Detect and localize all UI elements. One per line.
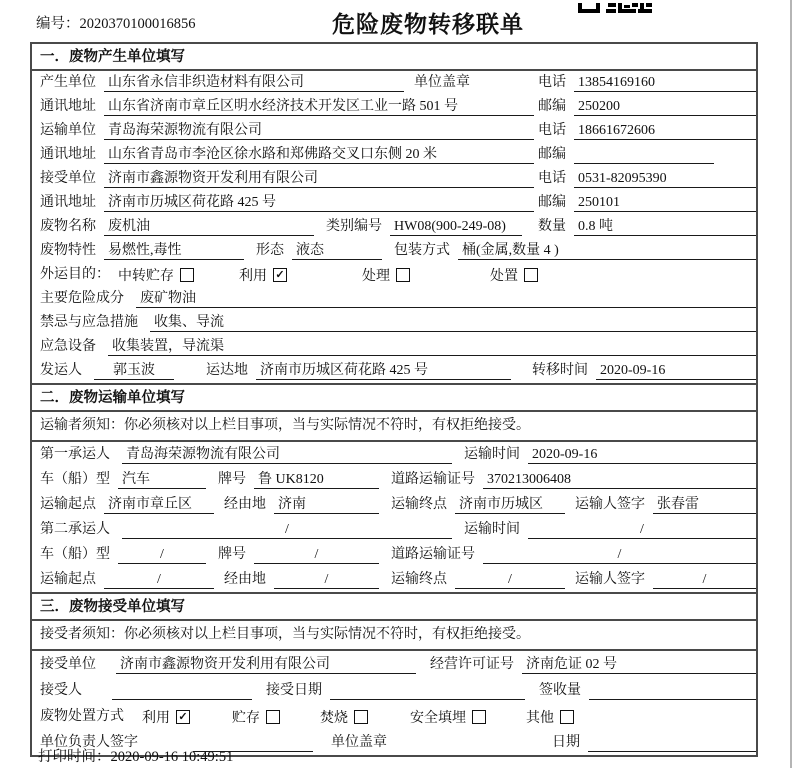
checkbox-icon <box>180 268 194 282</box>
physical-form-label: 形态 <box>256 243 284 258</box>
row-vehicle1 <box>32 467 756 492</box>
disposal-method-label: 废物处置方式 <box>40 709 124 724</box>
receive-date-value <box>330 681 525 700</box>
disposal-option-incineration <box>320 707 368 726</box>
first-carrier-value: 青岛海荣源物流有限公司 <box>122 445 452 464</box>
purpose-option-reuse <box>239 265 287 284</box>
producer-postcode-label: 邮编 <box>538 99 566 114</box>
transporter-phone-label: 电话 <box>538 123 566 138</box>
receiver-notice: 接受者须知：你必须核对以上栏目事项，当与实际情况不符时，有权拒绝接受。 <box>32 621 756 651</box>
disposal-option-label: 其他 <box>526 710 554 726</box>
row-emergency-equipment <box>32 335 756 359</box>
quantity-label: 数量 <box>538 219 566 234</box>
unit-seal-label: 单位盖章 <box>414 75 470 90</box>
category-code-value: HW08(900-249-08) <box>390 217 522 236</box>
second-carrier-label: 第二承运人 <box>40 522 110 537</box>
packaging-label: 包装方式 <box>394 243 450 258</box>
transfer-date-value: 2020-09-16 <box>596 361 756 380</box>
vehicle-type1-label: 车（船）型 <box>40 472 110 487</box>
via2-value: / <box>274 570 379 589</box>
plate-number1-value: 鲁 UK8120 <box>254 470 379 489</box>
disposal-option-label: 贮存 <box>232 710 260 726</box>
row-second-carrier <box>32 517 756 542</box>
print-time-value: 2020-09-16 10:49:51 <box>110 749 234 765</box>
date3-label: 日期 <box>552 735 580 750</box>
row-transfer-purpose <box>32 263 756 287</box>
transport-time1-value: 2020-09-16 <box>528 445 756 464</box>
checkbox-icon <box>396 268 410 282</box>
date3-value <box>588 733 756 752</box>
row-receiver-person <box>32 677 756 703</box>
row-main-hazard <box>32 287 756 311</box>
checkbox-checked-icon: ✓ <box>176 710 190 724</box>
doc-number <box>36 12 196 33</box>
transport-time2-label: 运输时间 <box>464 522 520 537</box>
section1-title: 一．废物产生单位填写 <box>32 44 756 71</box>
row-route1 <box>32 492 756 517</box>
transporter-postcode-label: 邮编 <box>538 147 566 162</box>
producer-address-value: 山东省济南市章丘区明水经济技术开发区工业一路 501 号 <box>104 97 534 116</box>
vehicle-type2-value: / <box>118 545 206 564</box>
section2-title: 二．废物运输单位填写 <box>32 383 756 412</box>
origin1-label: 运输起点 <box>40 497 96 512</box>
purpose-option-treatment <box>362 265 410 284</box>
producer-phone-value: 13854169160 <box>574 73 756 92</box>
row-transporter-unit <box>32 119 756 143</box>
qr-code-fragment-icon <box>578 0 652 10</box>
producer-phone-label: 电话 <box>538 75 566 90</box>
disposal-option-landfill <box>410 707 486 726</box>
vehicle-type1-value: 汽车 <box>118 470 206 489</box>
disposal-option-reuse <box>142 707 190 726</box>
checkbox-icon <box>524 268 538 282</box>
via2-label: 经由地 <box>224 572 266 587</box>
receive-date-label: 接受日期 <box>266 683 322 698</box>
unit-seal3-label: 单位盖章 <box>331 735 387 750</box>
checkbox-icon <box>472 710 486 724</box>
producer-address-label: 通讯地址 <box>40 99 96 114</box>
receive-unit-value: 济南市鑫源物资开发利用有限公司 <box>116 655 416 674</box>
disposal-option-other <box>526 707 574 726</box>
purpose-option-label: 处理 <box>362 268 390 284</box>
second-carrier-value: / <box>122 520 452 539</box>
producer-postcode-value: 250200 <box>574 97 756 116</box>
endpoint1-label: 运输终点 <box>391 497 447 512</box>
endpoint2-value: / <box>455 570 565 589</box>
vehicle-type2-label: 车（船）型 <box>40 547 110 562</box>
receiver-person-value <box>112 681 252 700</box>
row-receiver-unit <box>32 167 756 191</box>
purpose-option-label: 中转贮存 <box>118 268 174 284</box>
row-producer-unit <box>32 71 756 95</box>
transport-time2-value: / <box>528 520 756 539</box>
row-transporter-address <box>32 143 756 167</box>
doc-number-value: 2020370100016856 <box>79 16 196 32</box>
carrier-sign2-value: / <box>653 570 756 589</box>
contraindication-label: 禁忌与应急措施 <box>40 315 138 330</box>
license-number-label: 经营许可证号 <box>430 657 514 672</box>
license-number-value: 济南危证 02 号 <box>522 655 756 674</box>
emergency-equipment-label: 应急设备 <box>40 339 96 354</box>
purpose-option-label: 利用 <box>239 268 267 284</box>
road-permit2-label: 道路运输证号 <box>391 547 475 562</box>
receiver-postcode-value: 250101 <box>574 193 756 212</box>
road-permit2-value: / <box>483 545 756 564</box>
origin1-value: 济南市章丘区 <box>104 495 214 514</box>
receiver-postcode-label: 邮编 <box>538 195 566 210</box>
contraindication-value: 收集、导流 <box>150 313 756 332</box>
plate-number2-label: 牌号 <box>218 547 246 562</box>
transport-time1-label: 运输时间 <box>464 447 520 462</box>
row-route2 <box>32 567 756 592</box>
waste-characteristics-label: 废物特性 <box>40 243 96 258</box>
print-time <box>38 745 233 766</box>
plate-number1-label: 牌号 <box>218 472 246 487</box>
transporter-phone-value: 18661672606 <box>574 121 756 140</box>
physical-form-value: 液态 <box>292 241 382 260</box>
destination-value: 济南市历城区荷花路 425 号 <box>256 361 511 380</box>
doc-number-label: 编号： <box>36 16 80 32</box>
carrier-sign1-value: 张春雷 <box>653 495 756 514</box>
transporter-unit-label: 运输单位 <box>40 123 96 138</box>
row-disposal-method <box>32 703 756 729</box>
waste-name-value: 废机油 <box>104 217 314 236</box>
disposal-option-label: 利用 <box>142 710 170 726</box>
receiver-address-label: 通讯地址 <box>40 195 96 210</box>
section3-title: 三．废物接受单位填写 <box>32 592 756 621</box>
road-permit1-label: 道路运输证号 <box>391 472 475 487</box>
receive-unit-label: 接受单位 <box>40 657 96 672</box>
transporter-unit-value: 青岛海荣源物流有限公司 <box>104 121 534 140</box>
row-receiver-address <box>32 191 756 215</box>
transfer-purpose-label: 外运目的： <box>40 267 110 282</box>
purpose-option-transfer-storage <box>118 265 194 284</box>
page-title: 危险废物转移联单 <box>332 12 524 37</box>
via1-label: 经由地 <box>224 497 266 512</box>
transporter-address-value: 山东省青岛市李沧区徐水路和郑佛路交叉口东侧 20 米 <box>104 145 534 164</box>
receiver-phone-label: 电话 <box>538 171 566 186</box>
row-sender <box>32 359 756 383</box>
disposal-option-label: 焚烧 <box>320 710 348 726</box>
destination-label: 运达地 <box>206 363 248 378</box>
purpose-option-label: 处置 <box>490 268 518 284</box>
packaging-value: 桶(金属,数量 4 ) <box>458 241 756 260</box>
main-hazard-value: 废矿物油 <box>136 289 756 308</box>
receiver-person-label: 接受人 <box>40 683 82 698</box>
first-carrier-label: 第一承运人 <box>40 447 110 462</box>
carrier-sign2-label: 运输人签字 <box>575 572 645 587</box>
row-waste-characteristics <box>32 239 756 263</box>
page-edge-divider <box>790 0 792 768</box>
transporter-notice: 运输者须知：你必须核对以上栏目事项，当与实际情况不符时，有权拒绝接受。 <box>32 412 756 442</box>
quantity-value: 0.8 吨 <box>574 217 756 236</box>
via1-value: 济南 <box>274 495 379 514</box>
emergency-equipment-value: 收集装置，导流渠 <box>108 337 756 356</box>
row-contraindication <box>32 311 756 335</box>
transporter-postcode-value <box>574 145 714 164</box>
print-time-label: 打印时间： <box>38 749 111 765</box>
row-producer-address <box>32 95 756 119</box>
waste-name-label: 废物名称 <box>40 219 96 234</box>
purpose-option-disposal <box>490 265 538 284</box>
row-receive-unit <box>32 651 756 677</box>
receiver-unit-label: 接受单位 <box>40 171 96 186</box>
transporter-address-label: 通讯地址 <box>40 147 96 162</box>
origin2-value: / <box>104 570 214 589</box>
responsible-sign-label: 单位负责人签字 <box>40 735 138 750</box>
plate-number2-value: / <box>254 545 379 564</box>
received-amount-value <box>589 681 756 700</box>
checkbox-icon <box>354 710 368 724</box>
transfer-date-label: 转移时间 <box>532 363 588 378</box>
disposal-option-label: 安全填埋 <box>410 710 466 726</box>
endpoint1-value: 济南市历城区 <box>455 495 565 514</box>
row-waste-name <box>32 215 756 239</box>
road-permit1-value: 370213006408 <box>483 470 756 489</box>
endpoint2-label: 运输终点 <box>391 572 447 587</box>
row-vehicle2 <box>32 542 756 567</box>
checkbox-icon <box>560 710 574 724</box>
manifest-form <box>30 42 758 757</box>
producer-unit-value: 山东省永信非织造材料有限公司 <box>104 73 404 92</box>
category-code-label: 类别编号 <box>326 219 382 234</box>
receiver-address-value: 济南市历城区荷花路 425 号 <box>104 193 534 212</box>
sender-label: 发运人 <box>40 363 82 378</box>
producer-unit-label: 产生单位 <box>40 75 96 90</box>
waste-characteristics-value: 易燃性,毒性 <box>104 241 244 260</box>
receiver-unit-value: 济南市鑫源物资开发利用有限公司 <box>104 169 534 188</box>
disposal-option-storage <box>232 707 280 726</box>
checkbox-checked-icon: ✓ <box>273 268 287 282</box>
receiver-phone-value: 0531-82095390 <box>574 169 756 188</box>
origin2-label: 运输起点 <box>40 572 96 587</box>
main-hazard-label: 主要危险成分 <box>40 291 124 306</box>
row-first-carrier <box>32 442 756 467</box>
checkbox-icon <box>266 710 280 724</box>
sender-value: 郭玉波 <box>94 361 174 380</box>
carrier-sign1-label: 运输人签字 <box>575 497 645 512</box>
received-amount-label: 签收量 <box>539 683 581 698</box>
